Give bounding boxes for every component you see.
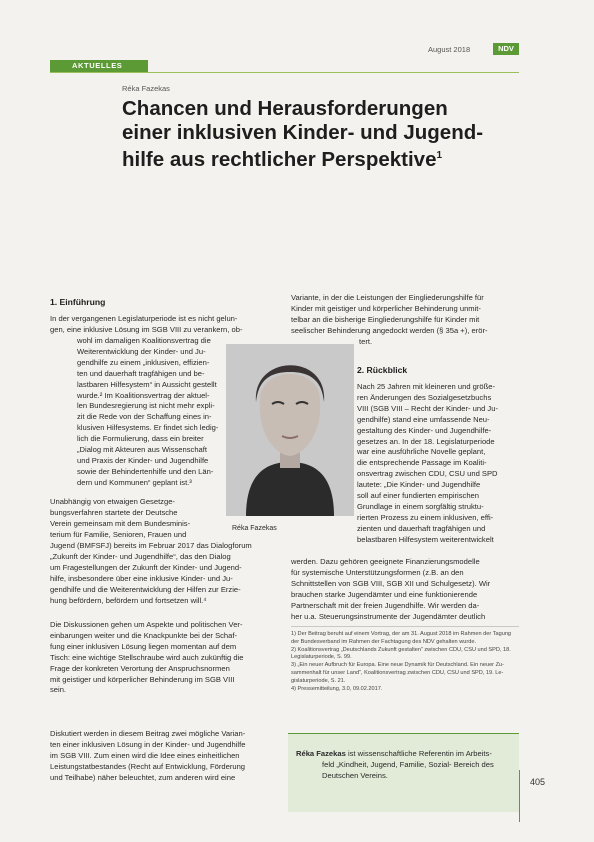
- text-line: und Teilhabe) näher beleuchtet, zum anderen wird eine: [50, 772, 236, 782]
- text-line: Variante, in der die Leistungen der Eingliederungshilfe für: [291, 293, 484, 302]
- text-line: um Fragestellungen der Zukunft der Kinder- und Jugend-: [50, 562, 242, 572]
- section-heading-2: 2. Rückblick: [357, 365, 408, 375]
- footnote: der Bundesverband im Rahmen der Fachtagung des NDV gehalten wurde.: [291, 638, 477, 645]
- section-heading-1: 1. Einführung: [50, 297, 106, 307]
- text-line: hilfe, insbesondere über eine inklusive Kinder- und Ju-: [50, 573, 233, 583]
- author-bio-box: [288, 733, 519, 812]
- left-wrap-paragraph: [77, 336, 222, 489]
- text-line: zit die Rede von der Schaffung eines in-: [77, 412, 212, 422]
- text-line: war eine ausführliche Novelle geplant,: [357, 447, 486, 457]
- text-line: sein.: [50, 685, 67, 695]
- text-line: „Dialog mit Akteuren aus Wissenschaft: [77, 445, 207, 455]
- text-line: Deutschen Vereins.: [322, 770, 388, 780]
- left-paragraph-3: [50, 620, 278, 696]
- left-wrap-paragraph-2: [50, 497, 220, 541]
- header-rule: [50, 72, 519, 73]
- title-line-3: hilfe aus rechtlicher Perspektive$^1$: [122, 147, 443, 171]
- title-line-2: einer inklusiven Kinder- und Jugend-: [122, 120, 484, 144]
- text-line: sowie der Behindertenhilfe und den Län-: [77, 466, 214, 476]
- title-line-1: Chancen und Herausforderungen: [122, 97, 448, 120]
- text-line: brauchen starke Jugendämter und eine funktionierende: [291, 589, 478, 599]
- text-line: die entsprechende Passage im Koaliti-: [357, 458, 487, 468]
- left-intro-full: [50, 314, 278, 336]
- text-line: ten und dauerhaft tragfähigen und be-: [77, 368, 205, 378]
- text-line: seelischer Behinderung angedockt werden (§ 35a +), erör-: [291, 325, 488, 335]
- footnote: 1) Der Beitrag beruht auf einem Vortrag, der am 31. August 2018 im Rahmen der Tagung: [291, 631, 512, 637]
- text-line: gen, eine inklusive Lösung im SGB VIII zu verankern, ob-: [50, 324, 243, 334]
- text-line: Frage der konkreten Verortung der Anspruchsnormen: [50, 663, 230, 673]
- text-line: für systemische Unterstützungsformen (z.B. an den: [291, 567, 464, 577]
- text-line: gendhilfe) stand eine umfassende Neu-: [357, 414, 490, 424]
- text-line: Nach 25 Jahren mit kleineren und größe-: [357, 382, 496, 391]
- text-line: Schnittstellen von SGB VIII, SGB XII und Schulgesetz). Wir: [291, 578, 491, 588]
- text-line: soll auf einer fundierten empirischen: [357, 491, 479, 501]
- text-line: fung einer inklusiven Lösung liegen momentan auf dem: [50, 641, 237, 651]
- text-line: feld „Kindheit, Jugend, Familie, Sozial- Bereich des: [322, 759, 494, 769]
- article-title: [122, 97, 532, 171]
- page-number-rule: [519, 770, 520, 822]
- text-line: und Praxis der Kinder- und Jugendhilfe: [77, 455, 209, 465]
- text-line: zienten und dauerhaft tragfähigen und: [357, 523, 486, 533]
- text-line: Verein gemeinsam mit dem Bundesminis-: [50, 518, 191, 528]
- footnote: sammenhalt für unser Land“, Koalitionsvertrag zwischen CDU, CSU und SPD, 19. Le-: [291, 669, 504, 676]
- text-line: hung befördern, befördern und fortsetzen will.⁴: [50, 595, 207, 605]
- text-line: einbarungen weiter und die Knackpunkte bei der Schaf-: [50, 630, 238, 640]
- text-line: tert.: [359, 336, 373, 346]
- text-line: gesetzes an. In der 18. Legislaturperiode: [357, 436, 495, 446]
- title-footnote-marker: 1: [436, 150, 443, 161]
- text-line: lautete: „Die Kinder- und Jugendhilfe: [357, 480, 481, 490]
- text-line: len Bundesregierung ist nicht mehr expli-: [77, 401, 215, 411]
- text-line: werden. Dazu gehören geeignete Finanzierungsmodelle: [291, 557, 480, 566]
- text-line: Weiterentwicklung der Kinder- und Ju-: [77, 346, 206, 356]
- text-line: telbar an die bisherige Eingliederungshilfe für Kinder mit: [291, 314, 480, 324]
- author-bio-text: [296, 749, 512, 782]
- text-line: klusiven Hilfesystems. Er findet sich ledig-: [77, 423, 219, 433]
- right-top-paragraph: [291, 293, 519, 348]
- text-line: mit geistiger und körperlicher Behinderung im SGB VIII: [50, 674, 235, 684]
- author-bio-name: Réka Fazekas: [296, 749, 346, 758]
- text-line: ten einer inklusiven Lösung in der Kinder- und Jugendhilfe: [50, 739, 246, 749]
- issue-date: August 2018: [428, 45, 471, 54]
- portrait-illustration: [226, 344, 354, 516]
- text-line: gendhilfe und die Weiterentwicklung der Hilfen zur Erzie-: [50, 584, 241, 594]
- right-wrap-paragraph: [357, 382, 519, 546]
- text-line: lich die Formulierung, dass ein breiter: [77, 434, 204, 444]
- footnote: Legislaturperiode, S. 99.: [291, 654, 352, 661]
- text-line: lastbaren Hilfesystem“ in Aussicht gestellt: [77, 379, 217, 389]
- section-tag: AKTUELLES: [50, 60, 148, 72]
- text-line: onsvertrag zwischen CDU, CSU und SPD: [357, 469, 498, 479]
- text-line: bungsverfahren startete der Deutsche: [50, 507, 178, 517]
- text-line: „Zukunft der Kinder- und Jugendhilfe“, das den Dialog: [50, 551, 231, 561]
- author-line: Réka Fazekas: [122, 84, 170, 93]
- footnote: 2) Koalitionsvertrag „Deutschlands Zukunft gestalten“ zwischen CDU, CSU und SPD, 18.: [291, 646, 511, 653]
- text-line: Partnerschaft mit der freien Jugendhilfe. Wir werden da-: [291, 600, 480, 610]
- text-line: Kinder mit geistiger und körperlicher Behinderung unmit-: [291, 303, 481, 313]
- text-line: Réka Fazekas ist wissenschaftliche Referentin im Arbeits-: [296, 749, 492, 758]
- text-line: gestaltung des Kinder- und Jugendhilfe-: [357, 425, 492, 435]
- footnote-rule: [291, 626, 519, 627]
- photo-caption: Réka Fazekas: [232, 525, 277, 532]
- text-line: Leistungstatbestandes (Recht auf Entwicklung, Förderung: [50, 761, 246, 771]
- left-full-paragraph: [50, 541, 278, 606]
- text-line: Grundlage in einem sorgfältig struktu-: [357, 501, 484, 511]
- text-line: terium für Familie, Senioren, Frauen und: [50, 529, 187, 539]
- text-line: gendhilfe zu einem „inklusiven, effizien-: [77, 357, 210, 367]
- journal-badge: NDV: [493, 43, 519, 55]
- author-photo: [226, 344, 354, 516]
- text-line: Diskutiert werden in diesem Beitrag zwei mögliche Varian-: [50, 729, 246, 738]
- text-line: ren Änderungen des Sozialgesetzbuchs: [357, 392, 492, 402]
- footnotes: [291, 631, 519, 693]
- right-full-paragraph: [291, 557, 519, 622]
- text-line: VIII (SGB VIII – Recht der Kinder- und Ju-: [357, 403, 498, 413]
- text-line: wohl im damaligen Koalitionsvertrag die: [77, 336, 211, 345]
- text-line: her u.a. Steuerungsinstrumente der Jugendämter deutlich: [291, 611, 486, 621]
- text-line: dern und Kommunen“ geplant ist.³: [77, 477, 192, 487]
- footnote: 3) „Ein neuer Aufbruch für Europa. Eine neue Dynamik für Deutschland. Ein neuer Zu-: [291, 662, 504, 669]
- text-line: In der vergangenen Legislaturperiode ist es nicht gelun-: [50, 314, 238, 323]
- text-line: im SGB VIII. Zum einen wird die Idee eines einheitlichen: [50, 750, 240, 760]
- footnote: 4) Pressemitteilung, 3.0, 09.02.2017.: [291, 685, 383, 692]
- footnote: gislaturperiode, S. 21.: [291, 677, 346, 684]
- page-number: 405: [530, 777, 546, 787]
- text-line: Jugend (BMFSFJ) bereits im Februar 2017 das Dialogforum: [50, 541, 252, 550]
- text-line: wurde.² Im Koalitionsvertrag der aktuel-: [77, 390, 210, 400]
- text-line: Unabhängig von etwaigen Gesetzge-: [50, 497, 175, 506]
- text-line: rierten Prozess zu einem inklusiven, effi-: [357, 512, 494, 522]
- text-line: Tisch: eine wichtige Stellschraube wird auch zukünftig die: [50, 652, 244, 662]
- left-paragraph-4: [50, 729, 278, 784]
- text-line: Die Diskussionen gehen um Aspekte und politischen Ver-: [50, 620, 243, 629]
- text-line: belastbaren Hilfesystem weiterentwickelt: [357, 534, 494, 544]
